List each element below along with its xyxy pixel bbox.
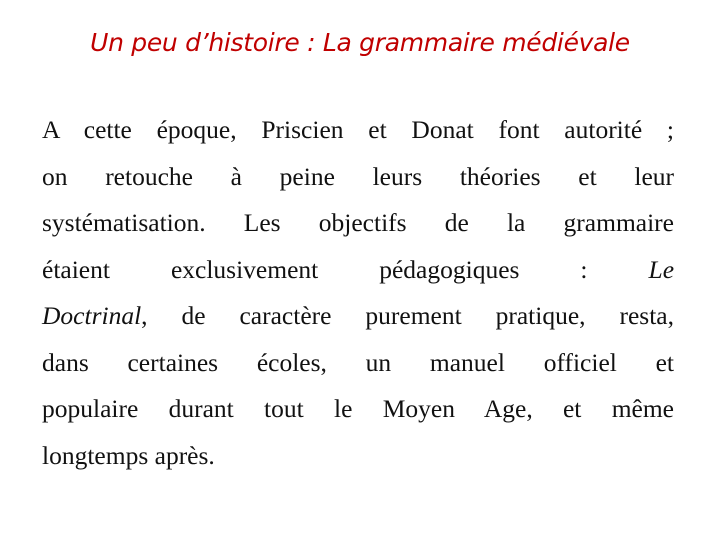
paragraph-text: étaient exclusivement pédagogiques :	[42, 254, 588, 284]
paragraph-line	[42, 107, 674, 154]
paragraph-text: A cette époque, Priscien et Donat font autorité ;	[42, 115, 674, 144]
paragraph-text: , de caractère purement pratique, resta,	[141, 301, 674, 330]
book-title-part: Doctrinal	[42, 301, 142, 330]
paragraph-text: systématisation. Les objectifs de la grammaire	[42, 208, 674, 237]
paragraph-text: on retouche à peine leurs théories et leur	[42, 161, 674, 191]
paragraph-line	[42, 247, 674, 294]
paragraph-text: longtemps après.	[42, 440, 215, 470]
paragraph-text: populaire durant tout le Moyen Age, et même	[42, 394, 674, 423]
paragraph-line	[42, 433, 674, 480]
body-paragraph	[42, 107, 674, 479]
book-title-part: Le	[648, 254, 675, 284]
paragraph-line	[42, 386, 674, 433]
paragraph-text: dans certaines écoles, un manuel officiel et	[42, 347, 674, 377]
paragraph-line	[42, 154, 674, 201]
paragraph-line	[42, 200, 674, 247]
paragraph-line	[42, 293, 674, 340]
paragraph-line	[42, 340, 674, 387]
slide-title: Un peu d’histoire : La grammaire médiévale	[90, 28, 630, 57]
